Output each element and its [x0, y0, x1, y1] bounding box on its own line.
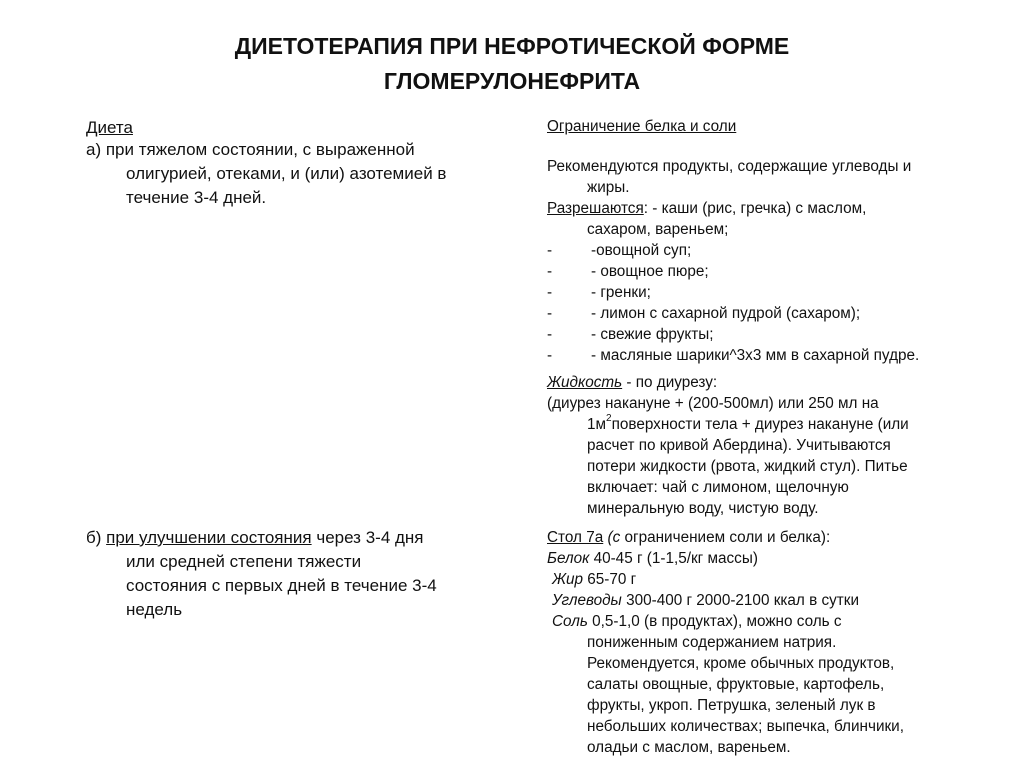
diet-b-line-3: состояния с первых дней в течение 3-4: [126, 576, 437, 595]
table7a-line: салаты овощные, фруктовые, картофель,: [587, 676, 885, 693]
fluid-line-3: расчет по кривой Абердина). Учитываются: [587, 437, 891, 454]
bullet-item: - овощное пюре;: [591, 263, 709, 280]
diet-b-line-1: [86, 527, 424, 549]
protein-value: 40-45 г (1-1,5/кг массы): [589, 550, 758, 567]
table7a-rest: ограничением соли и белка):: [620, 529, 831, 546]
page-title-line-1: ДИЕТОТЕРАПИЯ ПРИ НЕФРОТИЧЕСКОЙ ФОРМЕ: [234, 33, 790, 59]
fluid-rest: - по диурезу:: [622, 374, 718, 391]
table7a-line: пониженным содержанием натрия.: [587, 634, 837, 651]
table7a-heading: [547, 527, 830, 548]
diet-b-line-4: недель: [126, 600, 183, 619]
table7a-line: Рекомендуется, кроме обычных продуктов,: [587, 655, 895, 672]
carbs-line: [552, 590, 859, 611]
allowed-line-2: сахаром, вареньем;: [587, 221, 729, 238]
table7a-line: оладьи с маслом, вареньем.: [587, 739, 791, 756]
protein-line: [547, 548, 758, 569]
diet-heading: Диета: [86, 118, 133, 137]
diet-b-prefix: б): [86, 528, 107, 547]
diet-a-line-3: течение 3-4 дней.: [126, 188, 267, 207]
fluid-line-4: потери жидкости (рвота, жидкий стул). Питье: [587, 458, 908, 475]
diet-a-line-1: а) при тяжелом состоянии, с выраженной: [86, 140, 415, 159]
table7a-line: фрукты, укроп. Петрушка, зеленый лук в: [587, 697, 876, 714]
diet-b-line-2: или средней степени тяжести: [126, 552, 362, 571]
bullet-dash: -: [547, 347, 553, 364]
fluid-heading: [547, 372, 717, 393]
protein-label: Белок: [547, 550, 590, 567]
fat-value: 65-70 г: [583, 571, 637, 588]
fat-label: Жир: [552, 571, 584, 588]
diet-a-line-2: олигурией, отеками, и (или) азотемией в: [126, 164, 447, 183]
fluid-line-6: минеральную воду, чистую воду.: [587, 500, 819, 517]
table7a-label: Стол 7а: [547, 529, 604, 546]
allowed-label: Разрешаются: [547, 200, 644, 217]
restriction-heading: Ограничение белка и соли: [547, 118, 737, 135]
fluid-line-2: [587, 414, 909, 435]
fluid-line-1: (диурез накануне + (200-500мл) или 250 мл на: [547, 395, 879, 412]
fluid-line-5: включает: чай с лимоном, щелочную: [587, 479, 849, 496]
bullet-dash: -: [547, 305, 553, 322]
bullet-dash: -: [547, 284, 553, 301]
recommended-line-1: Рекомендуются продукты, содержащие углеводы и: [547, 158, 912, 175]
diet-b-rest: через 3-4 дня: [311, 528, 424, 547]
salt-value: 0,5-1,0 (в продуктах), можно соль с: [587, 613, 842, 630]
bullet-dash: -: [547, 263, 553, 280]
allowed-line-1: [547, 198, 866, 219]
carbs-value: 300-400 г 2000-2100 ккал в сутки: [621, 592, 860, 609]
salt-line: [552, 611, 842, 632]
page-title-line-2: ГЛОМЕРУЛОНЕФРИТА: [383, 68, 641, 94]
table7a-paren: (с: [603, 529, 621, 546]
fluid-label: Жидкость: [547, 374, 623, 391]
bullet-dash: -: [547, 326, 553, 343]
salt-label: Соль: [552, 613, 588, 630]
bullet-item: -овощной суп;: [591, 242, 692, 259]
allowed-rest: : - каши (рис, гречка) с маслом,: [643, 200, 867, 217]
fat-line: [552, 569, 636, 590]
fluid-line-2-rest: поверхности тела + диурез накануне (или: [611, 416, 909, 433]
recommended-line-2: жиры.: [587, 179, 630, 196]
bullet-item: - лимон с сахарной пудрой (сахаром);: [591, 305, 861, 322]
fluid-unit: 1м: [587, 416, 607, 433]
bullet-item: - масляные шарики^3х3 мм в сахарной пудре.: [591, 347, 920, 364]
diet-b-condition: при улучшении состояния: [106, 528, 312, 547]
carbs-label: Углеводы: [552, 592, 622, 609]
bullet-dash: -: [547, 242, 553, 259]
bullet-item: - свежие фрукты;: [591, 326, 714, 343]
bullet-item: - гренки;: [591, 284, 651, 301]
fluid-superscript: 2: [606, 412, 612, 424]
table7a-line: небольших количествах; выпечка, блинчики,: [587, 718, 904, 735]
